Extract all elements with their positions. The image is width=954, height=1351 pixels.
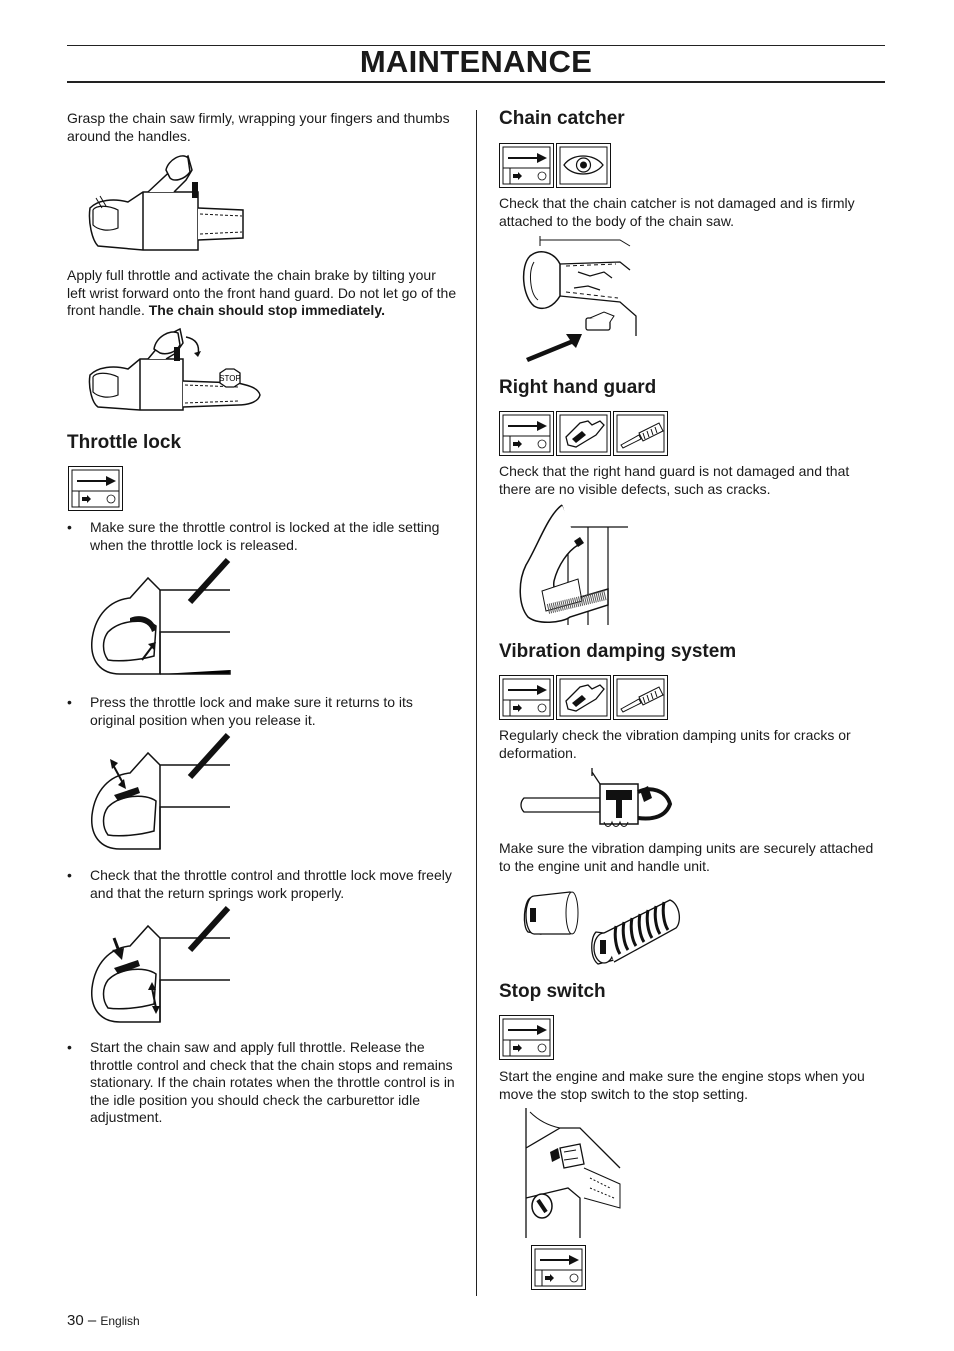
chain-brake-illustration (88, 325, 263, 410)
bullet-icon: • (67, 519, 72, 535)
stop-switch-illustration (520, 1108, 630, 1238)
bullet-icon: • (67, 694, 72, 710)
stop-sign-label: STOP (219, 374, 241, 383)
stop-switch-text: Start the engine and make sure the engine stops when you move the stop switch to the stop setting. (499, 1068, 865, 1102)
intro-paragraph: Grasp the chain saw firmly, wrapping your fingers and thumbs around the handles. (67, 110, 450, 144)
column-divider (476, 110, 477, 1296)
stop-switch-heading: Stop switch (499, 981, 606, 1002)
vibration-damping-illustration (520, 768, 675, 830)
hand-guard-icon (556, 411, 611, 456)
bullet-icon: • (67, 867, 72, 883)
throttle-lock-heading: Throttle lock (67, 432, 182, 453)
inspect-stop-icon (68, 466, 123, 511)
right-hand-guard-illustration (518, 505, 628, 625)
bullet-icon: • (67, 1039, 72, 1055)
eye-icon (556, 143, 611, 188)
right-hand-guard-text: Check that the right hand guard is not damaged and that there are no visible defects, such as cracks. (499, 463, 850, 497)
grip-illustration (88, 150, 248, 250)
chain-catcher-illustration (520, 236, 640, 364)
throttle-lock-illustration-1 (90, 560, 230, 678)
vibration-text-2: Make sure the vibration damping units are securely attached to the engine unit and handle unit. (499, 840, 874, 874)
inspect-stop-icon (531, 1245, 586, 1290)
page-footer (67, 1312, 140, 1329)
chain-catcher-heading: Chain catcher (499, 108, 625, 129)
page-title: MAINTENANCE (359, 44, 593, 79)
throttle-lock-illustration-2 (90, 735, 230, 853)
footer-language: English (100, 1314, 140, 1328)
inspect-stop-icon (499, 1015, 554, 1060)
brush-icon (613, 411, 668, 456)
inspect-stop-icon (499, 675, 554, 720)
damping-units-illustration (520, 882, 685, 967)
page-number: 30 – (67, 1312, 97, 1329)
inspect-stop-icon (499, 143, 554, 188)
vibration-damping-heading: Vibration damping system (499, 641, 737, 662)
chain-catcher-text: Check that the chain catcher is not damaged and is firmly attached to the body of the chain saw. (499, 195, 855, 229)
throttle-lock-illustration-3 (90, 908, 230, 1026)
brush-icon (613, 675, 668, 720)
vibration-text-1: Regularly check the vibration damping units for cracks or deformation. (499, 727, 851, 761)
inspect-stop-icon (499, 411, 554, 456)
right-hand-guard-heading: Right hand guard (499, 377, 657, 398)
brake-paragraph: Apply full throttle and activate the chain brake by tilting your left wrist forward onto the front hand guard. Do not let go of the front handle. The chain should stop immediately. (67, 267, 457, 318)
hand-guard-icon (556, 675, 611, 720)
header-bottom-rule (67, 81, 885, 83)
